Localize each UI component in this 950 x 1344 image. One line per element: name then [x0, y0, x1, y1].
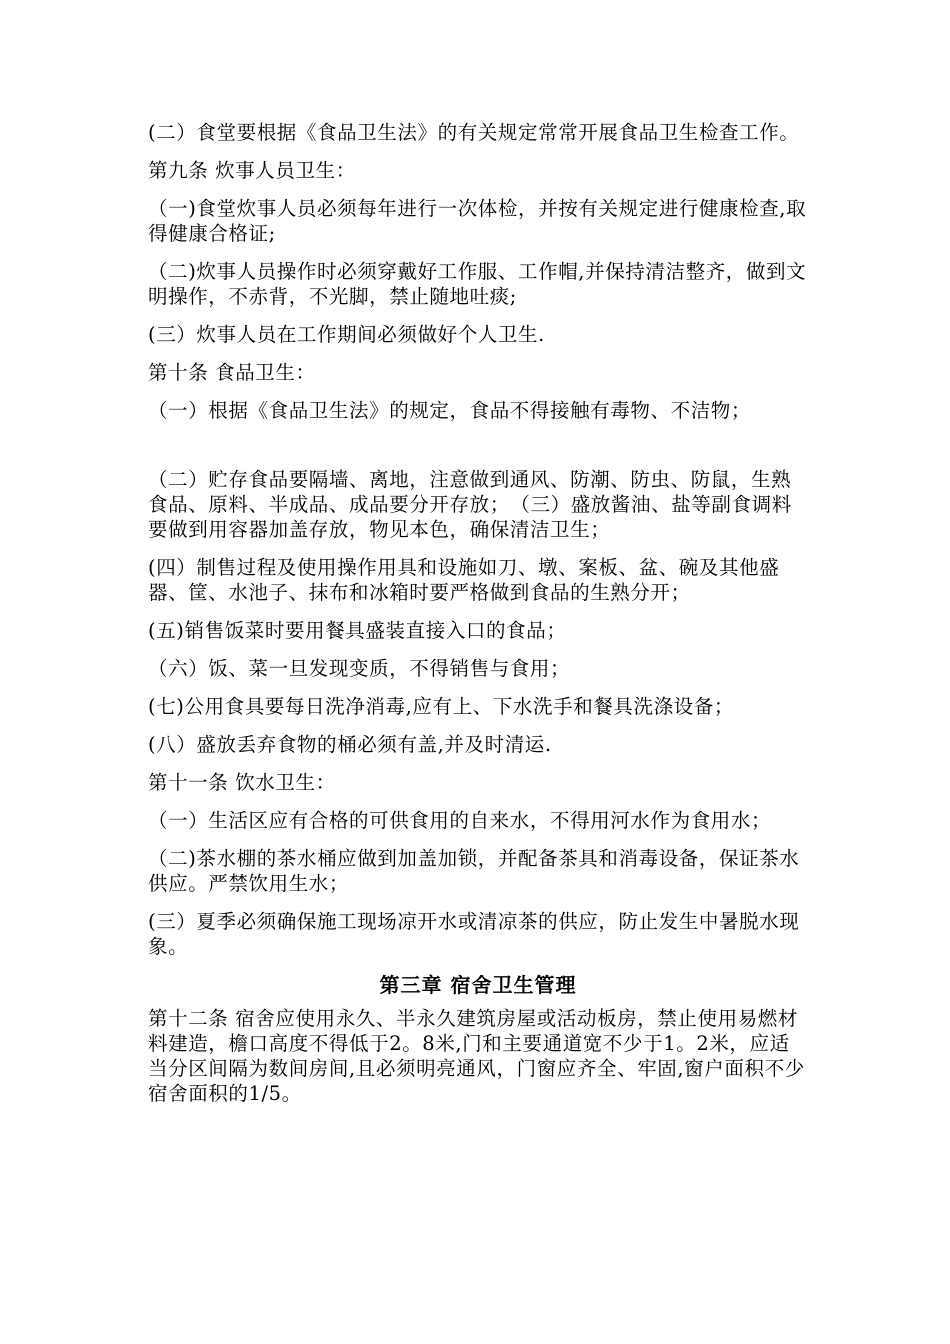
paragraph-gap	[148, 436, 808, 467]
paragraph: (四）制售过程及使用操作用具和设施如刀、墩、案板、盆、碗及其他盛器、筐、水池子、抹布和冰箱时要严格做到食品的生熟分开；	[148, 556, 780, 604]
paragraph: (五)销售饭菜时要用餐具盛装直接入口的食品；	[148, 619, 567, 642]
chapter-title: 第三章 宿舍卫生管理	[379, 973, 577, 997]
paragraph: （一)食堂炊事人员必须每年进行一次体检，并按有关规定进行健康检查,取得健康合格证;	[148, 197, 807, 245]
paragraph: （六）饭、菜一旦发现变质，不得销售与食用；	[148, 657, 571, 680]
paragraph: (三）炊事人员在工作期间必须做好个人卫生.	[148, 323, 545, 346]
article-heading: 第九条 炊事人员卫生：	[148, 159, 356, 182]
paragraph: （一）生活区应有合格的可供食用的自来水，不得用河水作为食用水；	[148, 809, 772, 832]
document-page	[148, 120, 808, 1119]
paragraph: （二)茶水棚的茶水桶应做到加盖加锁，并配备茶具和消毒设备，保证茶水供应。严禁饮用生水；	[148, 847, 800, 895]
paragraph: （二)炊事人员操作时必须穿戴好工作服、工作帽,并保持清洁整齐，做到文明操作，不赤背，不光脚，禁止随地吐痰;	[148, 260, 807, 308]
article-heading: 第十条 食品卫生：	[148, 361, 316, 384]
paragraph: (二）食堂要根据《食品卫生法》的有关规定常常开展食品卫生检查工作。	[148, 121, 800, 144]
article-heading: 第十一条 饮水卫生：	[148, 771, 336, 794]
paragraph: (三）夏季必须确保施工现场凉开水或清凉茶的供应，防止发生中暑脱水现象。	[148, 910, 800, 958]
paragraph: （二）贮存食品要隔墙、离地，注意做到通风、防潮、防虫、防鼠，生熟食品、原料、半成品、成品要分开存放； （三）盛放酱油、盐等副食调料要做到用容器加盖存放，物见本色，确保清洁卫生；	[148, 468, 792, 541]
paragraph: （一）根据《食品卫生法》的规定，食品不得接触有毒物、不洁物；	[148, 399, 752, 422]
paragraph: (七)公用食具要每日洗净消毒,应有上、下水洗手和餐具洗涤设备；	[148, 695, 735, 718]
paragraph: (八）盛放丢弃食物的桶必须有盖,并及时清运.	[148, 733, 552, 756]
paragraph: 第十二条 宿舍应使用永久、半永久建筑房屋或活动板房，禁止使用易燃材料建造，檐口高度不得低于2。8米,门和主要通道宽不少于1。2米，应适当分区间隔为数间房间,且必须明亮通风，门窗应齐全、牢固,窗户面积不少宿舍面积的1/5。	[148, 1007, 805, 1105]
